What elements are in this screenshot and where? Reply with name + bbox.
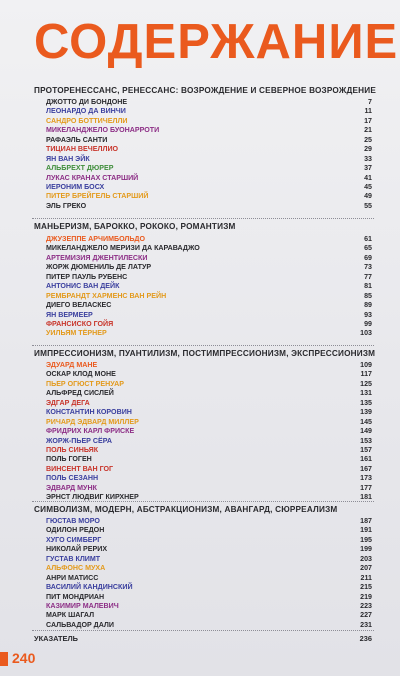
toc-entry (34, 164, 372, 173)
artist-name: САНДРО БОТТИЧЕЛЛИ (46, 116, 128, 125)
artist-name: ЖОРЖ-ПЬЕР СЁРА (46, 436, 112, 445)
toc-entry (34, 126, 372, 135)
artist-name: ОСКАР КЛОД МОНЕ (46, 370, 116, 379)
artist-name: ФРАНСИСКО ГОЙЯ (46, 319, 114, 328)
artist-name: ПИТ МОНДРИАН (46, 592, 105, 601)
toc-entry (34, 602, 372, 611)
toc-entry (34, 611, 372, 620)
page-number: 103 (360, 329, 372, 338)
page-number: 199 (360, 545, 372, 554)
artist-name: ЭДВАРД МУНК (46, 483, 97, 492)
page-number: 195 (360, 535, 372, 544)
artist-name: ГУСТАВ КЛИМТ (46, 554, 101, 563)
toc-entry (34, 136, 372, 145)
artist-name: ДЖУЗЕППЕ АРЧИМБОЛЬДО (46, 235, 145, 243)
page-number: 99 (364, 319, 372, 328)
artist-name: АНТОНИС ВАН ДЕЙК (46, 282, 120, 291)
artist-name: РИЧАРД ЭДВАРД МИЛЛЕР (46, 417, 139, 426)
page-number: 177 (360, 483, 372, 492)
toc-entry (34, 583, 372, 592)
toc-entry (34, 282, 372, 291)
artist-name: МАРК ШАГАЛ (46, 611, 95, 620)
artist-name: АЛЬФРЕД СИСЛЕЙ (46, 389, 114, 398)
artist-name: ОДИЛОН РЕДОН (46, 526, 105, 535)
artist-name: ЛЕОНАРДО ДА ВИНЧИ (46, 107, 126, 116)
page-number: 7 (368, 98, 372, 106)
section-list (34, 98, 372, 211)
artist-name: ПИТЕР ПАУЛЬ РУБЕНС (46, 272, 128, 281)
page-number: 219 (360, 592, 372, 601)
toc-entry (34, 254, 372, 263)
artist-name: ДЖОТТО ДИ БОНДОНЕ (46, 98, 128, 106)
toc-entry (34, 107, 372, 116)
page-number: 81 (364, 282, 372, 291)
artist-name: ПЬЕР ОГЮСТ РЕНУАР (46, 379, 124, 388)
artist-name: АЛЬБРЕХТ ДЮРЕР (46, 164, 114, 173)
artist-name: ТИЦИАН ВЕЧЕЛЛИО (46, 145, 119, 154)
toc-entry (34, 526, 372, 535)
page-number: 125 (360, 379, 372, 388)
toc-entry (34, 117, 372, 126)
artist-name: ИЕРОНИМ БОСХ (46, 182, 105, 191)
toc-entry (34, 437, 372, 446)
page-number: 37 (364, 164, 372, 173)
artist-name: АЛЬФОНС МУХА (46, 564, 106, 573)
toc-entry (34, 536, 372, 545)
artist-name: ХУГО СИМБЕРГ (46, 535, 102, 544)
toc-entry (34, 399, 372, 408)
toc-entry (34, 380, 372, 389)
artist-name: ЖОРЖ ДЮМЕНИЛЬ ДЕ ЛАТУР (46, 263, 152, 272)
page-number: 93 (364, 310, 372, 319)
index-entry (34, 634, 372, 643)
artist-name: АНРИ МАТИСС (46, 573, 99, 582)
page-number: 117 (360, 370, 372, 379)
page-number: 149 (360, 427, 372, 436)
page-number: 73 (364, 263, 372, 272)
page-number: 167 (360, 464, 372, 473)
toc-entry (34, 455, 372, 464)
artist-name: ЭДГАР ДЕГА (46, 398, 90, 407)
page-number: 85 (364, 291, 372, 300)
toc-entry (34, 545, 372, 554)
toc-entry (34, 408, 372, 417)
page-number: 45 (364, 182, 372, 191)
toc-entry (34, 361, 372, 370)
toc-entry (34, 174, 372, 183)
page-number: 161 (360, 455, 372, 464)
page-number: 65 (364, 244, 372, 253)
page-number: 181 (360, 493, 372, 502)
toc-entry (34, 465, 372, 474)
toc-entry (34, 311, 372, 320)
toc-entry (34, 192, 372, 201)
artist-name: НИКОЛАЙ РЕРИХ (46, 545, 108, 554)
page-number: 153 (360, 436, 372, 445)
section-list (34, 361, 372, 503)
section-divider (32, 630, 374, 631)
section-divider (32, 345, 374, 346)
artist-name: ЯН ВАН ЭЙК (46, 154, 90, 163)
toc-entry (34, 574, 372, 583)
toc-entry (34, 292, 372, 301)
page-number: 211 (360, 573, 372, 582)
artist-name: АРТЕМИЗИЯ ДЖЕНТИЛЕСКИ (46, 253, 148, 262)
page-number: 89 (364, 301, 372, 310)
toc-entry (34, 446, 372, 455)
page-number: 61 (364, 235, 372, 243)
page-number: 77 (364, 272, 372, 281)
section-divider (32, 501, 374, 502)
page-number: 203 (360, 554, 372, 563)
page-number: 29 (364, 145, 372, 154)
page-number: 187 (360, 517, 372, 525)
artist-name: ПОЛЬ СЕЗАНН (46, 474, 99, 483)
toc-entry (34, 155, 372, 164)
artist-name: ПОЛЬ ГОГЕН (46, 455, 92, 464)
section-heading: МАНЬЕРИЗМ, БАРОККО, РОКОКО, РОМАНТИЗМ (34, 222, 236, 231)
page-title: СОДЕРЖАНИЕ (34, 15, 399, 69)
artist-name: ЛУКАС КРАНАХ СТАРШИЙ (46, 173, 139, 182)
page-number: 231 (360, 620, 372, 629)
page-number: 69 (364, 253, 372, 262)
page-number: 25 (364, 135, 372, 144)
artist-name: ДИЕГО ВЕЛАСКЕС (46, 301, 112, 310)
toc-entry (34, 202, 372, 211)
artist-name: РЕМБРАНДТ ХАРМЕНС ВАН РЕЙН (46, 291, 167, 300)
page-number: 173 (360, 474, 372, 483)
page-number: 109 (360, 361, 372, 369)
artist-name: ЭДУАРД МАНЕ (46, 361, 98, 369)
toc-entry (34, 301, 372, 310)
section-divider (32, 218, 374, 219)
page-number: 21 (364, 126, 372, 135)
artist-name: МИКЕЛАНДЖЕЛО БУОНАРРОТИ (46, 126, 160, 135)
page-number: 215 (360, 583, 372, 592)
index-label: УКАЗАТЕЛЬ (34, 634, 78, 643)
page-number: 223 (360, 601, 372, 610)
artist-name: ЯН ВЕРМЕЕР (46, 310, 93, 319)
toc-entry (34, 474, 372, 483)
page-number: 145 (360, 417, 372, 426)
artist-name: ПОЛЬ СИНЬЯК (46, 445, 99, 454)
toc-entry (34, 621, 372, 630)
page-number: 139 (360, 408, 372, 417)
toc-entry (34, 145, 372, 154)
toc-entry (34, 593, 372, 602)
toc-entry (34, 183, 372, 192)
artist-name: ФРИДРИХ КАРЛ ФРИСКЕ (46, 427, 135, 436)
toc-entry (34, 564, 372, 573)
artist-name: КОНСТАНТИН КОРОВИН (46, 408, 132, 417)
section-heading: СИМВОЛИЗМ, МОДЕРН, АБСТРАКЦИОНИЗМ, АВАНГАРД, СЮРРЕАЛИЗМ (34, 505, 338, 514)
section-list (34, 517, 372, 630)
toc-entry (34, 235, 372, 244)
toc-entry (34, 370, 372, 379)
page-number: 131 (360, 389, 372, 398)
page-number: 11 (364, 107, 372, 116)
artist-name: ЭРНСТ ЛЮДВИГ КИРХНЕР (46, 493, 139, 502)
artist-name: УИЛЬЯМ ТЁРНЕР (46, 329, 107, 338)
section-list (34, 235, 372, 339)
index-page: 236 (359, 634, 372, 643)
artist-name: ВАСИЛИЙ КАНДИНСКИЙ (46, 583, 133, 592)
artist-name: ВИНСЕНТ ВАН ГОГ (46, 464, 114, 473)
toc-entry (34, 517, 372, 526)
artist-name: ГЮСТАВ МОРО (46, 517, 100, 525)
toc-entry (34, 244, 372, 253)
toc-entry (34, 320, 372, 329)
footer-page-number: 240 (12, 650, 36, 666)
page-number: 135 (360, 398, 372, 407)
toc-entry (34, 329, 372, 338)
page-number: 207 (360, 564, 372, 573)
artist-name: ЭЛЬ ГРЕКО (46, 201, 87, 210)
artist-name: САЛЬВАДОР ДАЛИ (46, 620, 115, 629)
section-heading: ПРОТОРЕНЕССАНС, РЕНЕССАНС: ВОЗРОЖДЕНИЕ И СЕВЕРНОЕ ВОЗРОЖДЕНИЕ (34, 86, 377, 95)
section-heading: ИМПРЕССИОНИЗМ, ПУАНТИЛИЗМ, ПОСТИМПРЕССИОНИЗМ, ЭКСПРЕССИОНИЗМ (34, 349, 376, 358)
toc-entry (34, 273, 372, 282)
page-number: 191 (360, 526, 372, 535)
page-number: 227 (360, 611, 372, 620)
toc-entry (34, 418, 372, 427)
page-number: 17 (364, 116, 372, 125)
toc-entry (34, 427, 372, 436)
page-number: 41 (364, 173, 372, 182)
toc-entry (34, 263, 372, 272)
toc-entry (34, 98, 372, 107)
page-number: 49 (364, 192, 372, 201)
artist-name: ПИТЕР БРЕЙГЕЛЬ СТАРШИЙ (46, 192, 149, 201)
artist-name: РАФАЭЛЬ САНТИ (46, 135, 108, 144)
footer-accent-bar (0, 652, 8, 666)
toc-entry (34, 389, 372, 398)
page-number: 55 (364, 201, 372, 210)
artist-name: КАЗИМИР МАЛЕВИЧ (46, 601, 119, 610)
page-number: 33 (364, 154, 372, 163)
toc-entry (34, 555, 372, 564)
toc-entry (34, 484, 372, 493)
page-number: 157 (360, 445, 372, 454)
artist-name: МИКЕЛАНДЖЕЛО МЕРИЗИ ДА КАРАВАДЖО (46, 244, 200, 253)
